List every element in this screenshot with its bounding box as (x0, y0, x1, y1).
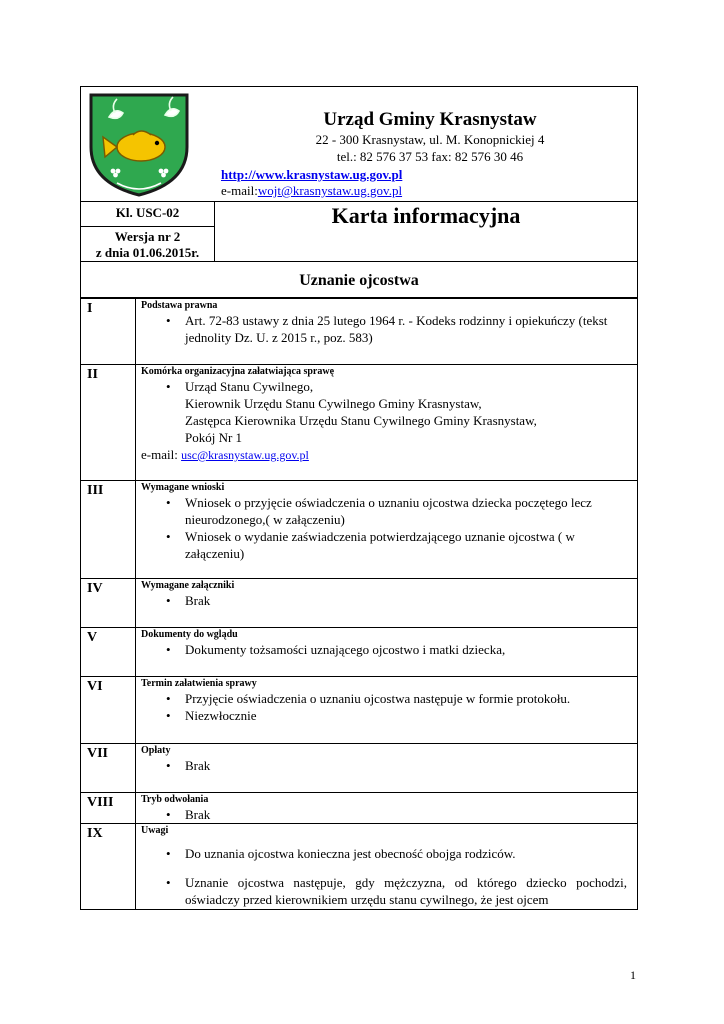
section-body (136, 299, 638, 365)
section-title: Uwagi (141, 825, 169, 836)
section-title: Wymagane wnioski (141, 482, 225, 493)
section-number: VI (81, 677, 136, 744)
section-number: IX (81, 824, 136, 910)
section-body (136, 628, 638, 677)
list-item: • Brak (160, 592, 637, 609)
list-item: • Do uznania ojcostwa konieczna jest obecność obojga rodziców. (160, 845, 637, 862)
text-line: Zastępca Kierownika Urzędu Stanu Cywilnego Gminy Krasnystaw, (185, 413, 537, 428)
municipality-crest-icon (87, 91, 191, 197)
subject-title: Uznanie ojcostwa (80, 262, 638, 298)
section-body (136, 677, 638, 744)
usc-email-link[interactable]: usc@krasnystaw.ug.gov.pl (181, 448, 309, 462)
list-item: • Art. 72-83 ustawy z dnia 25 lutego 1964 r. - Kodeks rodzinny i opiekuńczy (tekst jednolity Dz. U. z 2015 r., poz. 583) (160, 312, 637, 346)
section-title: Komórka organizacyjna załatwiająca sprawę (141, 366, 335, 377)
email-label: e-mail: (221, 183, 258, 198)
list-item: • Brak (160, 757, 637, 774)
office-phone: tel.: 82 576 37 53 fax: 82 576 30 46 (336, 149, 524, 164)
section-row (81, 744, 638, 793)
section-number: II (81, 365, 136, 481)
office-name: Urząd Gminy Krasnystaw (323, 109, 537, 130)
list-item: • Brak (160, 806, 637, 823)
section-number: VIII (81, 793, 136, 824)
card-title: Karta informacyjna (331, 203, 521, 228)
office-email-link[interactable]: wojt@krasnystaw.ug.gov.pl (257, 183, 403, 198)
section-row (81, 824, 638, 910)
section-title: Dokumenty do wglądu (141, 629, 238, 640)
section-body (136, 481, 638, 579)
section-body (136, 365, 638, 481)
section-number: I (81, 299, 136, 365)
section-row (81, 628, 638, 677)
section-number: VII (81, 744, 136, 793)
version-number: Wersja nr 2 (114, 229, 181, 244)
section-body (136, 579, 638, 628)
text-line: Kierownik Urzędu Stanu Cywilnego Gminy Krasnystaw, (185, 396, 482, 411)
version-date: z dnia 01.06.2015r. (95, 245, 200, 260)
document-version (81, 229, 214, 261)
section-title: Termin załatwienia sprawy (141, 678, 257, 689)
list-item: • Urząd Stanu Cywilnego, (160, 378, 637, 395)
section-row (81, 299, 638, 365)
section-number: IV (81, 579, 136, 628)
list-item: • Niezwłocznie (160, 707, 637, 724)
document-page (80, 86, 638, 910)
section-title: Opłaty (141, 745, 171, 756)
section-list (141, 312, 637, 346)
section-row (81, 365, 638, 481)
section-body (136, 824, 638, 910)
section-list (141, 641, 637, 658)
section-number: III (81, 481, 136, 579)
document-code: Kl. USC-02 (115, 205, 180, 220)
list-item: • Przyjęcie oświadczenia o uznaniu ojcostwa następuje w formie protokołu. (160, 690, 637, 707)
website-link[interactable]: http://www.krasnystaw.ug.gov.pl (221, 167, 403, 182)
section-list (141, 806, 637, 823)
section-list (141, 690, 637, 724)
section-title: Wymagane załączniki (141, 580, 235, 591)
office-links (221, 167, 402, 199)
section-title: Tryb odwołania (141, 794, 209, 805)
section-row (81, 677, 638, 744)
code-divider (81, 226, 214, 227)
document-header (80, 86, 638, 262)
section-body (136, 793, 638, 824)
email-label: e-mail: (141, 447, 182, 462)
section-row (81, 481, 638, 579)
sections-table (80, 298, 638, 910)
section-list (141, 845, 637, 908)
list-item: • Wniosek o przyjęcie oświadczenia o uznaniu ojcostwa dziecka poczętego lecz nieurodzonego,( w załączeniu) (160, 494, 637, 528)
page-number: 1 (630, 968, 636, 982)
section-title: Podstawa prawna (141, 300, 218, 311)
section-list (141, 757, 637, 774)
section-row (81, 579, 638, 628)
list-item: • Uznanie ojcostwa następuje, gdy mężczyzna, od którego dziecko pochodzi, oświadczy przed kierownikiem urzędu stanu cywilnego, że jest ojcem (160, 874, 637, 908)
list-item: • Dokumenty tożsamości uznającego ojcostwo i matki dziecka, (160, 641, 637, 658)
section-list (141, 494, 637, 562)
list-item: • Wniosek o wydanie zaświadczenia potwierdzającego uznanie ojcostwa ( w załączeniu) (160, 528, 637, 562)
section-number: V (81, 628, 136, 677)
text-line: Pokój Nr 1 (185, 430, 243, 445)
office-info (223, 109, 637, 165)
section-body (136, 744, 638, 793)
section-list (141, 592, 637, 609)
section-list (141, 378, 637, 395)
office-address: 22 - 300 Krasnystaw, ul. M. Konopnickiej 4 (315, 132, 545, 147)
header-divider (81, 201, 637, 202)
section-row (81, 793, 638, 824)
usc-email-line (141, 446, 637, 464)
